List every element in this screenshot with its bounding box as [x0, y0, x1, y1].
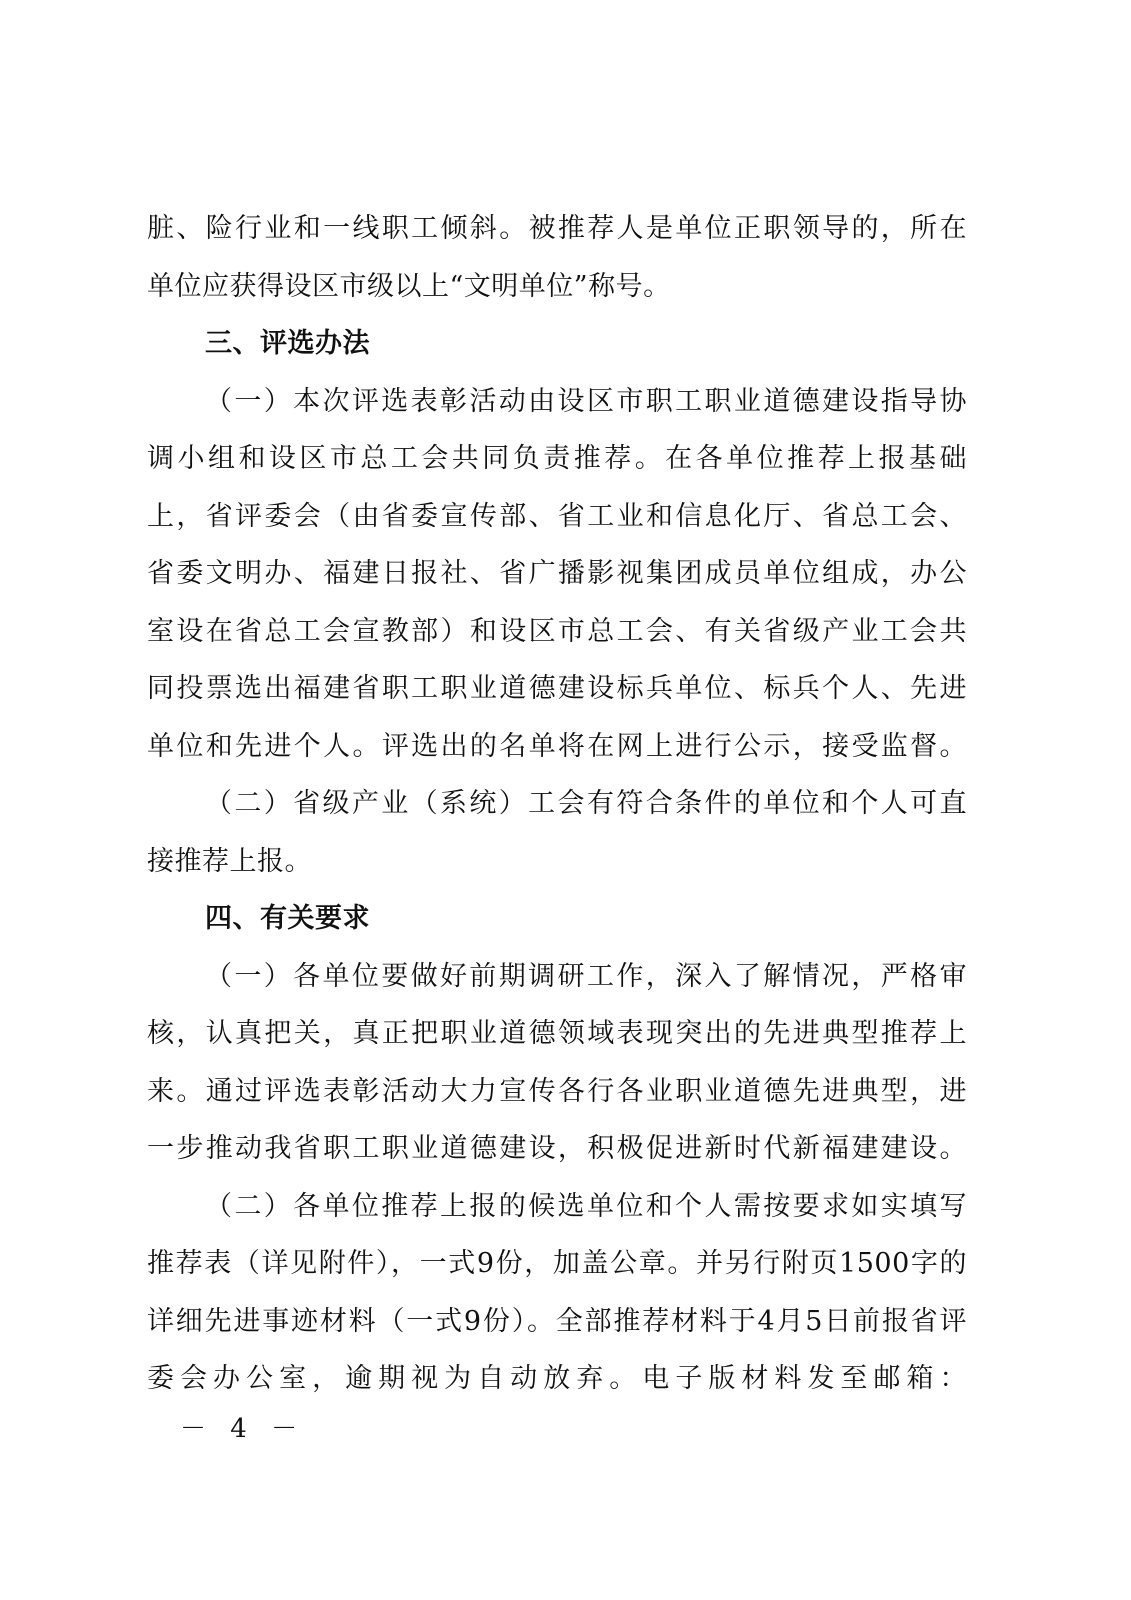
- text-line: （一）各单位要做好前期调研工作，深入了解情况，严格审: [205, 960, 967, 992]
- section-heading: 四、有关要求: [205, 903, 370, 934]
- text-line: 脏、险行业和一线职工倾斜。被推荐人是单位正职领导的，所在: [147, 213, 967, 244]
- text-line: 推荐表（详见附件），一式9份，加盖公章。并另行附页1500字的: [147, 1248, 967, 1279]
- text-line: 省委文明办、福建日报社、省广播影视集团成员单位组成，办公: [147, 558, 967, 589]
- text-line: （二）各单位推荐上报的候选单位和个人需按要求如实填写: [205, 1190, 967, 1222]
- text-line: 上，省评委会（由省委宣传部、省工业和信息化厅、省总工会、: [147, 500, 967, 532]
- document-body: [147, 200, 967, 1408]
- text-line: （二）省级产业（系统）工会有符合条件的单位和个人可直: [205, 788, 967, 819]
- text-line: 详细先进事迹材料（一式9份）。全部推荐材料于4月5日前报省评: [147, 1305, 967, 1337]
- text-line: 调小组和设区市总工会共同负责推荐。在各单位推荐上报基础: [147, 443, 967, 474]
- section-heading: 三、评选办法: [205, 328, 370, 359]
- text-line: 同投票选出福建省职工职业道德建设标兵单位、标兵个人、先进: [147, 673, 967, 704]
- text-line: 核，认真把关，真正把职业道德领域表现突出的先进典型推荐上: [147, 1018, 967, 1049]
- text-line: 一步推动我省职工职业道德建设，积极促进新时代新福建建设。: [147, 1133, 967, 1164]
- text-line: 委会办公室，逾期视为自动放弃。电子版材料发至邮箱：: [147, 1363, 967, 1394]
- text-line: 接推荐上报。: [147, 845, 312, 877]
- text-line: （一）本次评选表彰活动由设区市职工职业道德建设指导协: [205, 385, 967, 417]
- text-line: 室设在省总工会宣教部）和设区市总工会、有关省级产业工会共: [147, 615, 967, 647]
- page-number: － 4 －: [180, 1414, 306, 1444]
- text-line: 单位应获得设区市级以上“文明单位”称号。: [147, 270, 671, 302]
- text-line: 来。通过评选表彰活动大力宣传各行各业职业道德先进典型，进: [147, 1075, 967, 1107]
- text-line: 单位和先进个人。评选出的名单将在网上进行公示，接受监督。: [147, 730, 967, 762]
